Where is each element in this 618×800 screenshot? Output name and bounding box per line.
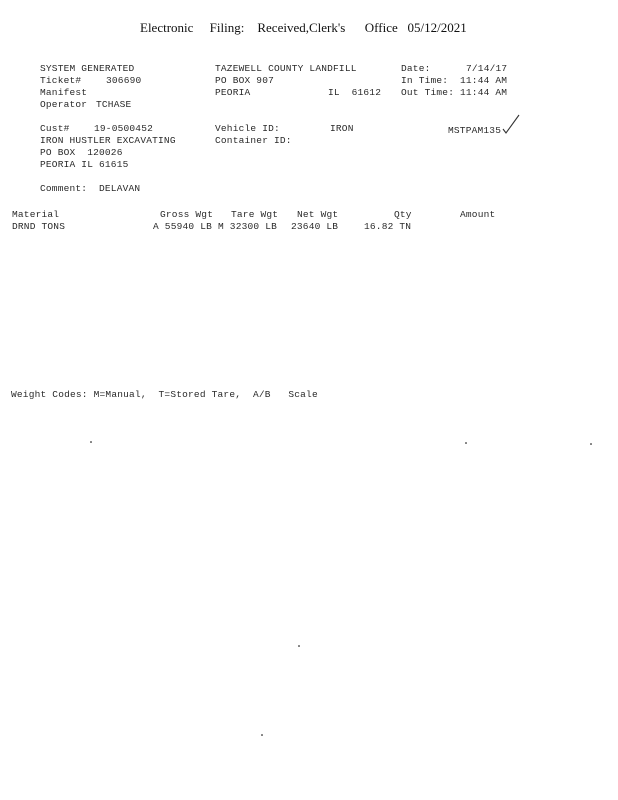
facility-name: TAZEWELL COUNTY LANDFILL [215,63,357,74]
checkmark-icon [501,113,521,135]
row-qty: 16.82 TN [364,221,412,232]
date-value: 7/14/17 [466,63,508,74]
ticket-number: 306690 [106,75,142,86]
system-generated-label: SYSTEM GENERATED [40,63,135,74]
scan-speck [465,442,467,444]
electronic-filing-header [140,20,467,36]
facility-state-zip: IL 61612 [328,87,382,98]
container-label: Container ID: [215,135,292,146]
customer-box: PO BOX 120026 [40,147,123,158]
operator-value: TCHASE [96,99,132,110]
scan-speck [590,443,592,445]
manifest-label: Manifest [40,87,88,98]
row-gross-wgt: A 55940 LB [153,221,213,232]
header-office: Office [364,20,398,35]
weight-codes-legend: Weight Codes: M=Manual, T=Stored Tare, A/B Scale [11,389,318,400]
scan-speck [298,645,300,647]
in-time-value: 11:44 AM [460,75,508,86]
out-time-value: 11:44 AM [460,87,508,98]
facility-city: PEORIA [215,87,251,98]
header-amount: Amount [460,209,496,220]
out-time-label: Out Time: [401,87,455,98]
header-gross-wgt: Gross Wgt [160,209,214,220]
comment-value: DELAVAN [99,183,141,194]
date-label: Date: [401,63,431,74]
row-material: DRND TONS [12,221,66,232]
operator-label: Operator [40,99,88,110]
in-time-label: In Time: [401,75,449,86]
header-received: Received,Clerk's [257,20,346,35]
ticket-label: Ticket# [40,75,82,86]
header-tare-wgt: Tare Wgt [231,209,279,220]
cust-label: Cust# [40,123,70,134]
header-material: Material [12,209,60,220]
row-net-wgt: 23640 LB [291,221,339,232]
vehicle-value: IRON [330,123,354,134]
facility-box: PO BOX 907 [215,75,275,86]
scan-speck [90,441,92,443]
header-date: 05/12/2021 [407,20,467,35]
cust-number: 19-0500452 [94,123,154,134]
vehicle-label: Vehicle ID: [215,123,280,134]
header-qty: Qty [394,209,412,220]
customer-name: IRON HUSTLER EXCAVATING [40,135,176,146]
scan-speck [261,734,263,736]
comment-label: Comment: [40,183,88,194]
header-filing: Filing: [209,20,245,35]
ticket-code: MSTPAM135 [448,125,502,136]
header-net-wgt: Net Wgt [297,209,339,220]
header-electronic: Electronic [140,20,194,35]
row-tare-wgt: M 32300 LB [218,221,278,232]
customer-city: PEORIA IL 61615 [40,159,129,170]
